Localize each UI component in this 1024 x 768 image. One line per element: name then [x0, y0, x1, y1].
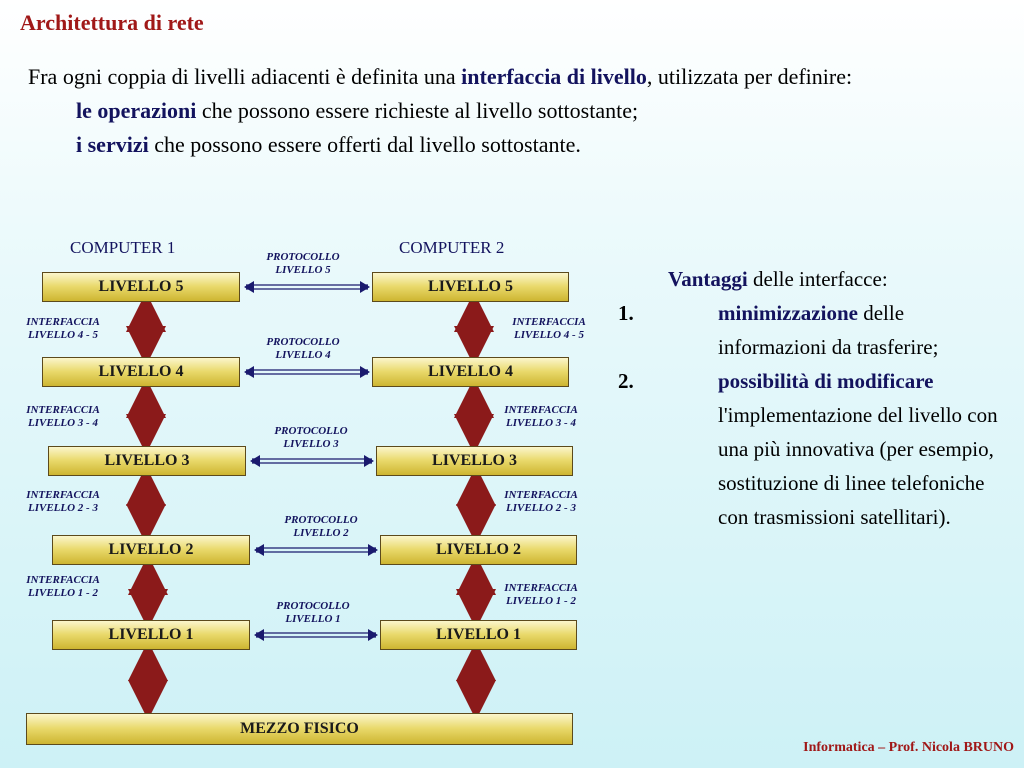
protocol-arrow-1-head — [254, 629, 264, 641]
right-level-3: LIVELLO 3 — [376, 446, 573, 476]
protocol-line: LIVELLO 5 — [275, 264, 331, 276]
left-level-5: LIVELLO 5 — [42, 272, 240, 302]
advantages-heading-text: delle interfacce: — [747, 267, 888, 291]
slide-title: Architettura di rete — [20, 10, 204, 35]
intro-highlight: interfaccia di livello — [461, 64, 647, 89]
right-level-2: LIVELLO 2 — [380, 535, 577, 565]
item-text: che possono essere offerti dal livello sottostante. — [148, 132, 581, 157]
right-interface-45 — [494, 316, 604, 342]
protocol-arrow-4-head — [244, 366, 254, 378]
right-level-1: LIVELLO 1 — [380, 620, 577, 650]
interface-line: INTERFACCIA — [26, 574, 100, 586]
protocol-arrow-3-head — [364, 455, 374, 467]
right-interface-23 — [486, 489, 596, 515]
interface-line: LIVELLO 1 - 2 — [28, 587, 98, 599]
interface-line: LIVELLO 3 - 4 — [28, 417, 98, 429]
protocol-line: PROTOCOLLO — [276, 600, 350, 612]
protocol-line: PROTOCOLLO — [266, 251, 340, 263]
protocol-arrow-4-head — [360, 366, 370, 378]
protocol-arrow-2-head — [368, 544, 378, 556]
item-number: 2. — [618, 369, 634, 393]
advantages-panel — [618, 262, 1003, 534]
item-text: l'implementazione del livello con una più innovativa (per esempio, sostituzione di linee telefoniche con trasmissioni satellitari). — [718, 403, 998, 529]
interface-line: INTERFACCIA — [504, 489, 578, 501]
right-interface-12 — [486, 582, 596, 608]
right-interface-34 — [486, 404, 596, 430]
protocol-line: LIVELLO 2 — [293, 527, 349, 539]
interface-line: INTERFACCIA — [26, 316, 100, 328]
advantages-heading — [668, 262, 1003, 296]
protocol-line: PROTOCOLLO — [284, 514, 358, 526]
interface-line: LIVELLO 3 - 4 — [506, 417, 576, 429]
protocol-line: PROTOCOLLO — [274, 425, 348, 437]
item-highlight: i servizi — [76, 132, 149, 157]
item-text: che possono essere richieste al livello sottostante; — [196, 98, 639, 123]
left-level-3: LIVELLO 3 — [48, 446, 246, 476]
protocol-arrow-5-head — [244, 281, 254, 293]
item-highlight: possibilità di modificare — [718, 369, 934, 393]
computer1-label: COMPUTER 1 — [70, 238, 176, 257]
left-level-4: LIVELLO 4 — [42, 357, 240, 387]
item-text: delle informazioni da trasferire; — [718, 301, 939, 359]
footer-credit: Informatica – Prof. Nicola BRUNO — [803, 740, 1014, 755]
interface-line: LIVELLO 2 - 3 — [506, 502, 576, 514]
advantages-heading-highlight: Vantaggi — [668, 267, 748, 291]
interface-line: INTERFACCIA — [26, 489, 100, 501]
left-interface-23 — [8, 489, 118, 515]
item-highlight: minimizzazione — [718, 301, 858, 325]
intro-pre: Fra ogni coppia di livelli adiacenti è definita una — [28, 64, 462, 89]
interface-line: LIVELLO 1 - 2 — [506, 595, 576, 607]
interface-line: LIVELLO 4 - 5 — [514, 329, 584, 341]
intro-post: , utilizzata per definire: — [646, 64, 853, 89]
protocol-line: LIVELLO 3 — [283, 438, 339, 450]
left-interface-12 — [8, 574, 118, 600]
protocol-label-5 — [248, 251, 358, 277]
protocol-label-3 — [256, 425, 366, 451]
right-level-4: LIVELLO 4 — [372, 357, 569, 387]
interface-line: INTERFACCIA — [504, 582, 578, 594]
item-highlight: le operazioni — [76, 98, 197, 123]
protocol-label-2 — [266, 514, 376, 540]
left-interface-34 — [8, 404, 118, 430]
left-interface-45 — [8, 316, 118, 342]
computer2-label: COMPUTER 2 — [399, 238, 505, 257]
protocol-arrow-3-head — [250, 455, 260, 467]
interface-line: INTERFACCIA — [512, 316, 586, 328]
item-number: 1. — [618, 301, 634, 325]
protocol-line: PROTOCOLLO — [266, 336, 340, 348]
left-level-1: LIVELLO 1 — [52, 620, 250, 650]
interface-line: INTERFACCIA — [26, 404, 100, 416]
protocol-label-4 — [248, 336, 358, 362]
physical-medium: MEZZO FISICO — [26, 713, 573, 745]
protocol-arrow-2-head — [254, 544, 264, 556]
interface-line: INTERFACCIA — [504, 404, 578, 416]
protocol-line: LIVELLO 4 — [275, 349, 331, 361]
left-level-2: LIVELLO 2 — [52, 535, 250, 565]
protocol-arrow-1-head — [368, 629, 378, 641]
interface-line: LIVELLO 4 - 5 — [28, 329, 98, 341]
protocol-line: LIVELLO 1 — [285, 613, 341, 625]
interface-line: LIVELLO 2 - 3 — [28, 502, 98, 514]
advantage-item-1 — [618, 296, 1003, 364]
right-level-5: LIVELLO 5 — [372, 272, 569, 302]
advantage-item-2 — [618, 364, 1003, 534]
protocol-arrow-5-head — [360, 281, 370, 293]
protocol-label-1 — [258, 600, 368, 626]
